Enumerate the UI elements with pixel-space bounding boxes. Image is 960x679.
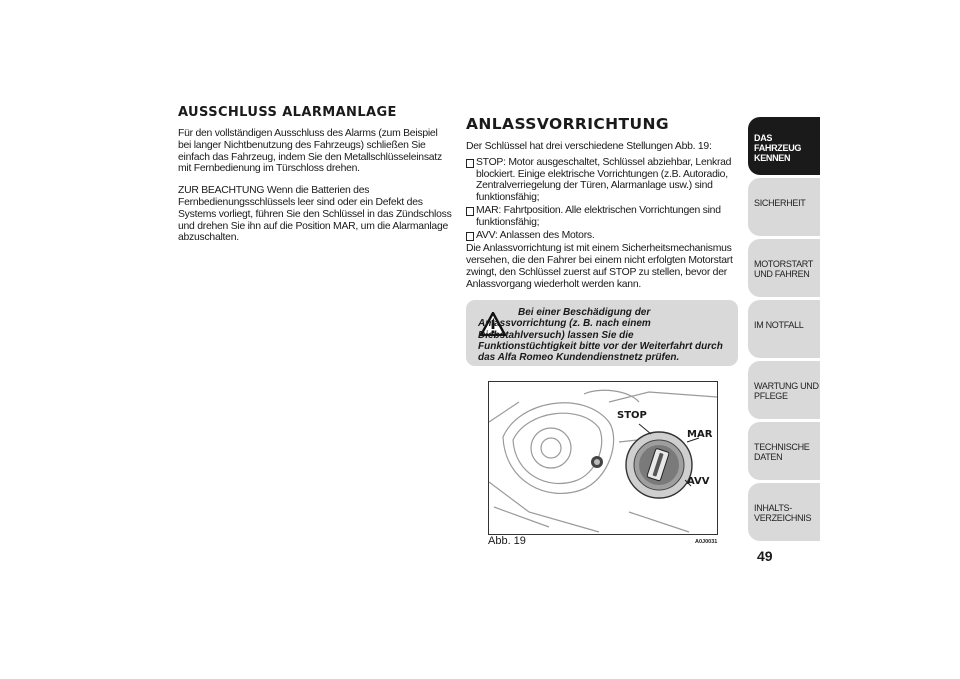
tab-das-fahrzeug-kennen[interactable]: DAS FAHRZEUG KENNEN [748,117,820,175]
chapter-sidebar [748,117,820,544]
checkbox-bullet-icon [466,232,474,241]
list-item: STOP: Motor ausgeschaltet, Schlüssel abziehbar, Lenkrad blockiert. Einige elektrische Vorrichtungen (z.B. Autoradio, Zentralverriegelung der Türen, Alarmanlage usw.) sind funktionsfähig; [466,157,738,204]
avv-label: AVV [687,476,710,487]
tab-sicherheit[interactable]: SICHERHEIT [748,178,820,236]
page-number: 49 [757,548,773,564]
tab-im-notfall[interactable]: IM NOTFALL [748,300,820,358]
section-title-ignition: ANLASSVORRICHTUNG [466,115,670,133]
ignition-figure [488,381,718,535]
tab-inhaltsverzeichnis[interactable]: INHALTS-VERZEICHNIS [748,483,820,541]
ignition-illustration [489,382,717,534]
alarm-paragraph-2: ZUR BEACHTUNG Wenn die Batterien des Fernbedienungsschlüssels leer sind oder ein Defekt des Systems vorliegt, führen Sie den Schlüssel in das Zündschloss und drehen Sie ihn auf die Position MAR, um die Alarmanlage abzuschalten. [178,185,452,244]
warning-box [466,300,738,366]
list-item: MAR: Fahrtposition. Alle elektrischen Vorrichtungen sind funktionsfähig; [466,205,738,229]
checkbox-bullet-icon [466,207,474,216]
figure-caption: Abb. 19 [488,535,526,547]
section-title-alarm: AUSSCHLUSS ALARMANLAGE [178,105,397,120]
ignition-closing: Die Anlassvorrichtung ist mit einem Sicherheitsmechanismus versehen, die den Fahrer bei einem nicht erfolgten Motorstart zwingt, den Schlüssel zuerst auf STOP zu stellen, bevor der Anlassvorgang wiederholt werden kann. [466,243,733,290]
right-column [466,105,738,301]
alarm-paragraph-1: Für den vollständigen Ausschluss des Alarms (zum Beispiel bei langer Nichtbenutzung des Fahrzeugs) schließen Sie einfach das Fahrzeug, indem Sie den Metallschlüsseleinsatz mit Fernbedienung im Türschloss drehen. [178,128,442,175]
stop-label: STOP [617,410,647,421]
list-item: AVV: Anlassen des Motors. [466,230,738,242]
figure-code: A0J0031 [695,539,718,545]
checkbox-bullet-icon [466,159,474,168]
key-positions-list [466,157,738,242]
mar-label: MAR [687,429,713,440]
tab-motorstart-und-fahren[interactable]: MOTORSTART UND FAHREN [748,239,820,297]
warning-text: Bei einer Beschädigung der Anlassvorrichtung (z. B. nach einem Diebstahlversuch) lassen Sie die Funktionstüchtigkeit bitte vor der Weiterfahrt durch das Alfa Romeo Kundendienstnetz prüfen. [478,307,723,364]
tab-technische-daten[interactable]: TECHNISCHE DATEN [748,422,820,480]
tab-wartung-und-pflege[interactable]: WARTUNG UND PFLEGE [748,361,820,419]
left-column [178,105,453,254]
ignition-intro: Der Schlüssel hat drei verschiedene Stellungen Abb. 19: [466,141,712,152]
